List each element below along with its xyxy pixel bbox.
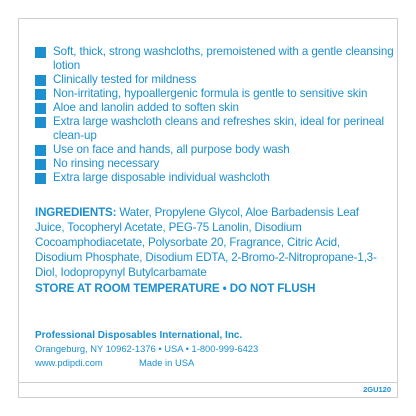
feature-text: Extra large washcloth cleans and refreshes skin, ideal for perineal clean-up xyxy=(53,115,384,142)
company-name: Professional Disposables International, Inc. xyxy=(35,330,243,341)
feature-item xyxy=(35,87,395,101)
feature-list xyxy=(35,45,395,185)
square-bullet-icon xyxy=(35,173,46,184)
square-bullet-icon xyxy=(35,145,46,156)
square-bullet-icon xyxy=(35,117,46,128)
ingredients-text: Water, Propylene Glycol, Aloe Barbadensis Leaf Juice, Tocopheryl Acetate, PEG-75 Lanolin, Disodium Cocoamphodiacetate, Polysorbate 20, Fragrance, Citric Acid, Disodium Phosphate, Disodium EDTA, 2-Bromo-2-Nitropropane-1,3-Diol, Iodopropynyl Butylcarbamate xyxy=(35,206,377,279)
company-website: www.pdipdi.com xyxy=(35,357,103,368)
square-bullet-icon xyxy=(35,103,46,114)
square-bullet-icon xyxy=(35,159,46,170)
feature-item xyxy=(35,171,395,185)
feature-text: Extra large disposable individual washcloth xyxy=(53,171,270,184)
product-code: 2GU120 xyxy=(363,385,391,394)
feature-item xyxy=(35,45,395,73)
company-web-row xyxy=(35,357,387,369)
feature-item xyxy=(35,101,395,115)
feature-item xyxy=(35,157,395,171)
feature-item xyxy=(35,143,395,157)
feature-item xyxy=(35,73,395,87)
product-label xyxy=(18,18,398,398)
feature-item xyxy=(35,115,395,143)
feature-text: No rinsing necessary xyxy=(53,157,160,170)
ingredients-paragraph xyxy=(35,205,387,280)
feature-text: Clinically tested for mildness xyxy=(53,73,197,86)
feature-text: Aloe and lanolin added to soften skin xyxy=(53,101,239,114)
feature-text: Soft, thick, strong washcloths, premoistened with a gentle cleansing lotion xyxy=(53,45,394,72)
feature-text: Non-irritating, hypoallergenic formula is gentle to sensitive skin xyxy=(53,87,368,100)
storage-warning: STORE AT ROOM TEMPERATURE • DO NOT FLUSH xyxy=(35,282,316,295)
feature-text: Use on face and hands, all purpose body wash xyxy=(53,143,290,156)
ingredients-label: INGREDIENTS: xyxy=(35,206,117,219)
square-bullet-icon xyxy=(35,89,46,100)
company-address: Orangeburg, NY 10962-1376 • USA • 1-800-999-6423 xyxy=(35,343,259,354)
square-bullet-icon xyxy=(35,75,46,86)
code-bar xyxy=(19,382,397,397)
square-bullet-icon xyxy=(35,47,46,58)
made-in-label: Made in USA xyxy=(139,357,195,368)
